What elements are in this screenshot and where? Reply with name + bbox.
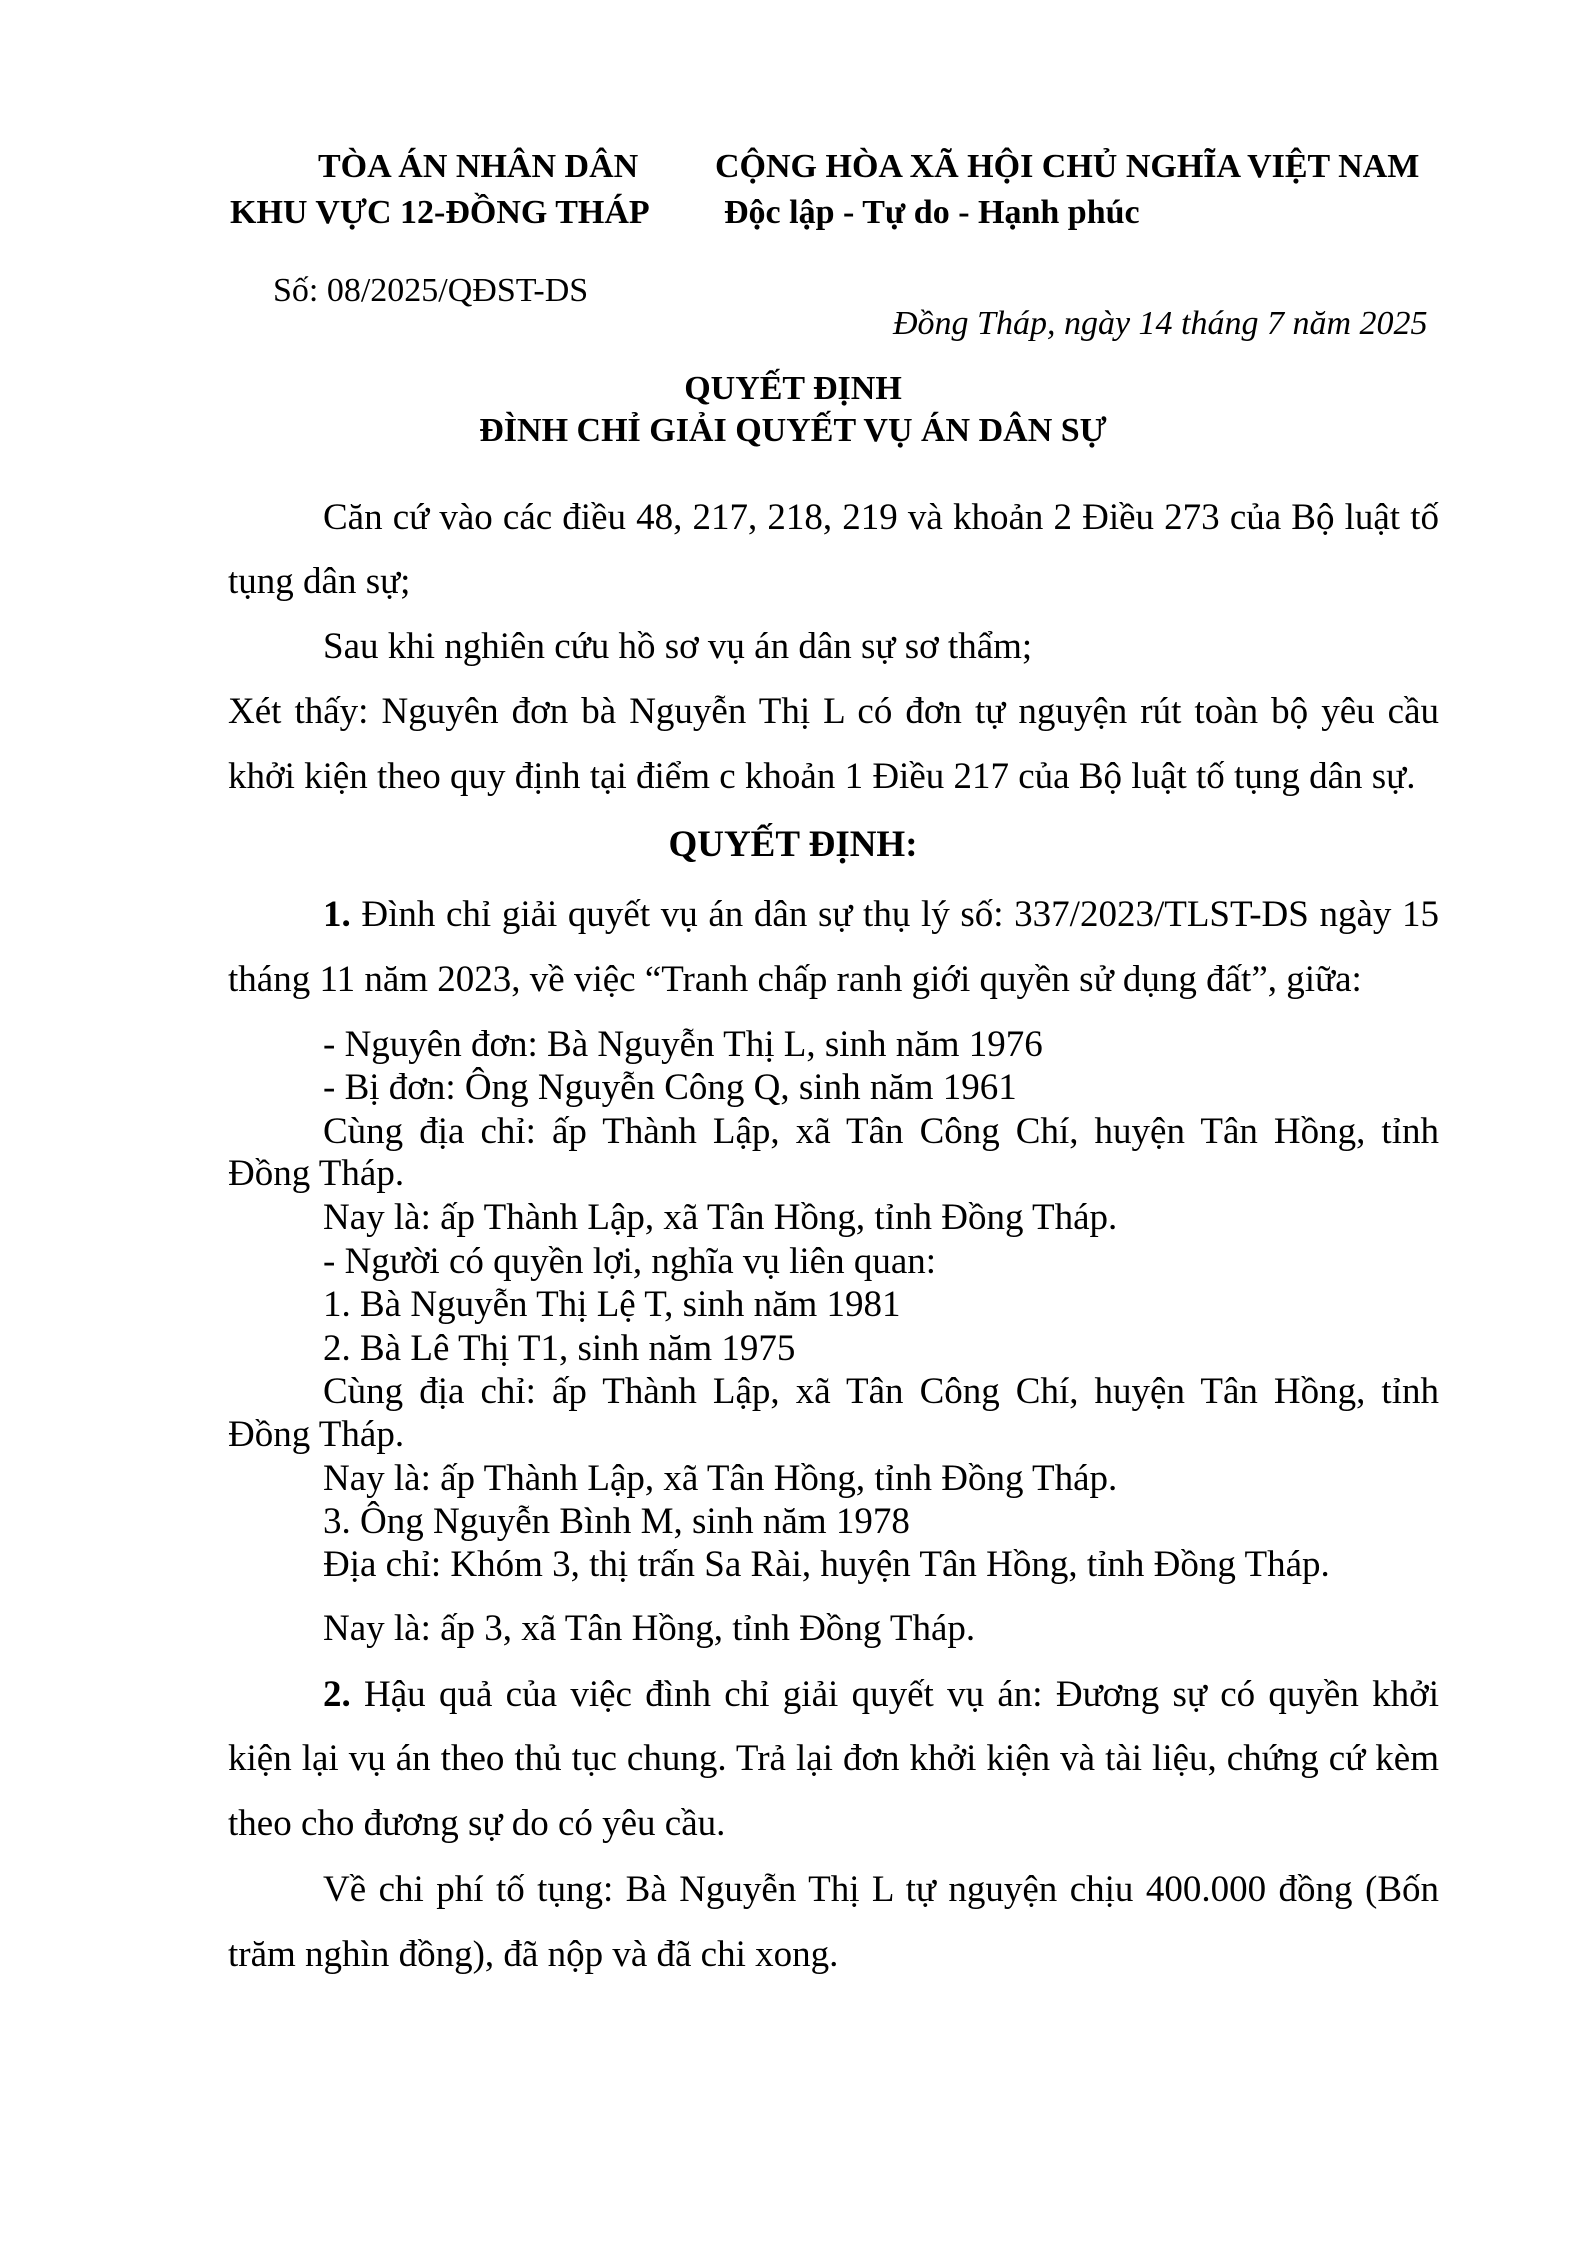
new-address3: Nay là: ấp 3, xã Tân Hồng, tỉnh Đồng Tháp.	[323, 1608, 976, 1649]
item1-line1-text: Đình chỉ giải quyết vụ án dân sự thụ lý số: 337/2023/TLST-DS ngày 15	[350, 894, 1439, 935]
item2-line3: theo cho đương sự do có yêu cầu.	[228, 1803, 726, 1844]
related-party-3: 3. Ông Nguyễn Bình M, sinh năm 1978	[323, 1501, 910, 1542]
finding-line2: khởi kiện theo quy định tại điểm c khoản 1 Điều 217 của Bộ luật tố tụng dân sự.	[228, 756, 1416, 797]
address3: Địa chỉ: Khóm 3, thị trấn Sa Rài, huyện Tân Hồng, tỉnh Đồng Tháp.	[323, 1544, 1330, 1585]
shared-address2-line1: Cùng địa chỉ: ấp Thành Lập, xã Tân Công Chí, huyện Tân Hồng, tỉnh	[323, 1371, 1439, 1412]
costs-line2: trăm nghìn đồng), đã nộp và đã chi xong.	[228, 1934, 839, 1975]
item1-line2: tháng 11 năm 2023, về việc “Tranh chấp ranh giới quyền sử dụng đất”, giữa:	[228, 959, 1362, 1000]
legal-basis-line1: Căn cứ vào các điều 48, 217, 218, 219 và khoản 2 Điều 273 của Bộ luật tố	[323, 497, 1439, 538]
review-statement: Sau khi nghiên cứu hồ sơ vụ án dân sự sơ thẩm;	[323, 626, 1033, 667]
new-address1: Nay là: ấp Thành Lập, xã Tân Hồng, tỉnh Đồng Tháp.	[323, 1197, 1118, 1238]
costs-line1: Về chi phí tố tụng: Bà Nguyễn Thị L tự nguyện chịu 400.000 đồng (Bốn	[323, 1869, 1439, 1910]
court-name-line1: TÒA ÁN NHÂN DÂN	[318, 148, 639, 185]
plaintiff: - Nguyên đơn: Bà Nguyễn Thị L, sinh năm 1976	[323, 1024, 1043, 1065]
related-party-2: 2. Bà Lê Thị T1, sinh năm 1975	[323, 1328, 796, 1369]
defendant: - Bị đơn: Ông Nguyễn Công Q, sinh năm 1961	[323, 1067, 1017, 1108]
shared-address1-line2: Đồng Tháp.	[228, 1153, 405, 1194]
item2-line2: kiện lại vụ án theo thủ tục chung. Trả lại đơn khởi kiện và tài liệu, chứng cứ kèm	[228, 1738, 1439, 1779]
place-and-date: Đồng Tháp, ngày 14 tháng 7 năm 2025	[893, 305, 1428, 342]
legal-basis-line2: tụng dân sự;	[228, 561, 411, 602]
national-motto-line1: CỘNG HÒA XÃ HỘI CHỦ NGHĨA VIỆT NAM	[715, 148, 1420, 185]
shared-address2-line2: Đồng Tháp.	[228, 1414, 405, 1455]
new-address2: Nay là: ấp Thành Lập, xã Tân Hồng, tỉnh Đồng Tháp.	[323, 1458, 1118, 1499]
document-title: QUYẾT ĐỊNH	[684, 370, 902, 407]
national-motto-line2: Độc lập - Tự do - Hạnh phúc	[724, 194, 1140, 231]
court-name-line2: KHU VỰC 12-ĐỒNG THÁP	[230, 194, 650, 231]
document-subtitle: ĐÌNH CHỈ GIẢI QUYẾT VỤ ÁN DÂN SỰ	[479, 412, 1107, 449]
decision-heading: QUYẾT ĐỊNH:	[668, 824, 918, 865]
document-number: Số: 08/2025/QĐST-DS	[273, 272, 589, 309]
item2-number: 2.	[323, 1674, 351, 1715]
item1-line1	[323, 893, 1439, 936]
item2-line1	[323, 1673, 1439, 1716]
item1-number: 1.	[323, 894, 351, 935]
related-parties-heading: - Người có quyền lợi, nghĩa vụ liên quan:	[323, 1241, 937, 1282]
related-party-1: 1. Bà Nguyễn Thị Lệ T, sinh năm 1981	[323, 1284, 901, 1325]
item2-line1-text: Hậu quả của việc đình chỉ giải quyết vụ án: Đương sự có quyền khởi	[350, 1674, 1439, 1715]
finding-line1: Xét thấy: Nguyên đơn bà Nguyễn Thị L có đơn tự nguyện rút toàn bộ yêu cầu	[228, 691, 1439, 732]
shared-address1-line1: Cùng địa chỉ: ấp Thành Lập, xã Tân Công Chí, huyện Tân Hồng, tỉnh	[323, 1111, 1439, 1152]
